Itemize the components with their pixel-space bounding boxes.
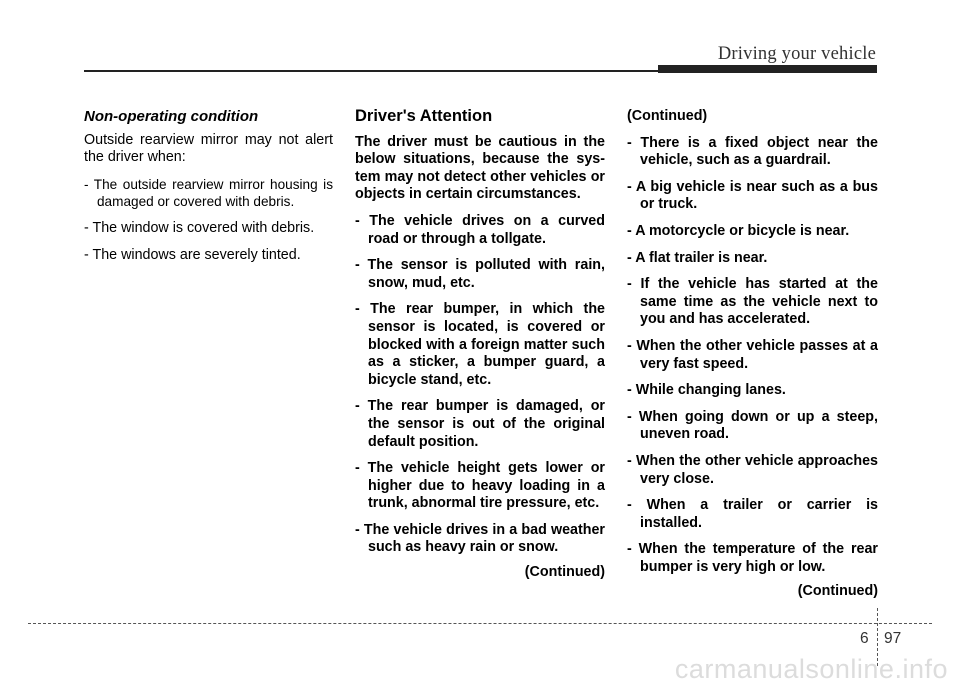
list-item: - The sensor is polluted with rain, snow, mud, etc. xyxy=(355,257,605,291)
list-item: - The windows are severely tinted. xyxy=(84,246,301,263)
list-item: - The vehicle drives on a curved road or through a tollgate. xyxy=(355,212,605,247)
list-item: - The rear bumper, in which the sensor is located, is covered or blocked with a foreign matter such as a sticker, a bumper guard, a bicycle stand, etc. xyxy=(355,301,605,388)
list-item: - The outside rearview mirror housing is damaged or covered with debris. xyxy=(84,176,333,210)
watermark: carmanualsonline.info xyxy=(674,654,948,684)
list-item: - The rear bumper is damaged, or the sensor is out of the original default position. xyxy=(355,398,605,450)
list-item: - When the temperature of the rear bumper is very high or low. xyxy=(627,541,878,575)
list-item: - The window is covered with debris. xyxy=(84,219,315,236)
list-item: - When going down or up a steep, uneven road. xyxy=(627,408,878,443)
list-item: - A motorcycle or bicycle is near. xyxy=(627,222,850,239)
continued-label: (Continued) xyxy=(797,583,878,600)
header-divider xyxy=(84,70,684,72)
right-column xyxy=(627,108,878,601)
list-item: - If the vehicle has started at the same time as the vehicle next to you and has accelerated. xyxy=(627,276,878,328)
middle-column xyxy=(355,108,605,582)
header-accent-bar xyxy=(658,65,877,73)
conditions-list xyxy=(627,135,878,577)
drivers-attention-title: Driver's Attention xyxy=(355,107,493,125)
list-item: - A big vehicle is near such as a bus or truck. xyxy=(627,178,878,213)
list-item: - The vehicle drives in a bad weather such as heavy rain or snow. xyxy=(355,521,605,556)
page-number: 97 xyxy=(884,630,902,647)
non-operating-intro: Outside rearview mirror may not alert the driver when: xyxy=(84,131,333,166)
continued-top-label: (Continued) xyxy=(627,108,708,124)
continued-label: (Continued) xyxy=(524,564,605,581)
left-column xyxy=(84,108,333,273)
drivers-attention-list xyxy=(355,213,605,557)
footer-divider xyxy=(28,623,932,624)
non-operating-list xyxy=(84,176,333,264)
section-header-title: Driving your vehicle xyxy=(717,44,876,64)
list-item: - When the other vehicle passes at a very fast speed. xyxy=(627,337,878,372)
non-operating-subheading: Non-operating condition xyxy=(84,108,259,125)
list-item: - When the other vehicle approaches very close. xyxy=(627,452,878,487)
chapter-number: 6 xyxy=(860,630,869,647)
list-item: - There is a fixed object near the vehicle, such as a guardrail. xyxy=(627,134,878,169)
list-item: - When a trailer or carrier is installed. xyxy=(627,497,878,531)
list-item: - While changing lanes. xyxy=(627,382,786,399)
list-item: - The vehicle height gets lower or higher due to heavy loading in a trunk, abnormal tire pressure, etc. xyxy=(355,460,605,512)
list-item: - A flat trailer is near. xyxy=(627,249,768,266)
drivers-attention-intro: The driver must be cautious in the below situations, because the sys-tem may not detect other vehicles or objects in certain circumstances. xyxy=(355,133,605,203)
